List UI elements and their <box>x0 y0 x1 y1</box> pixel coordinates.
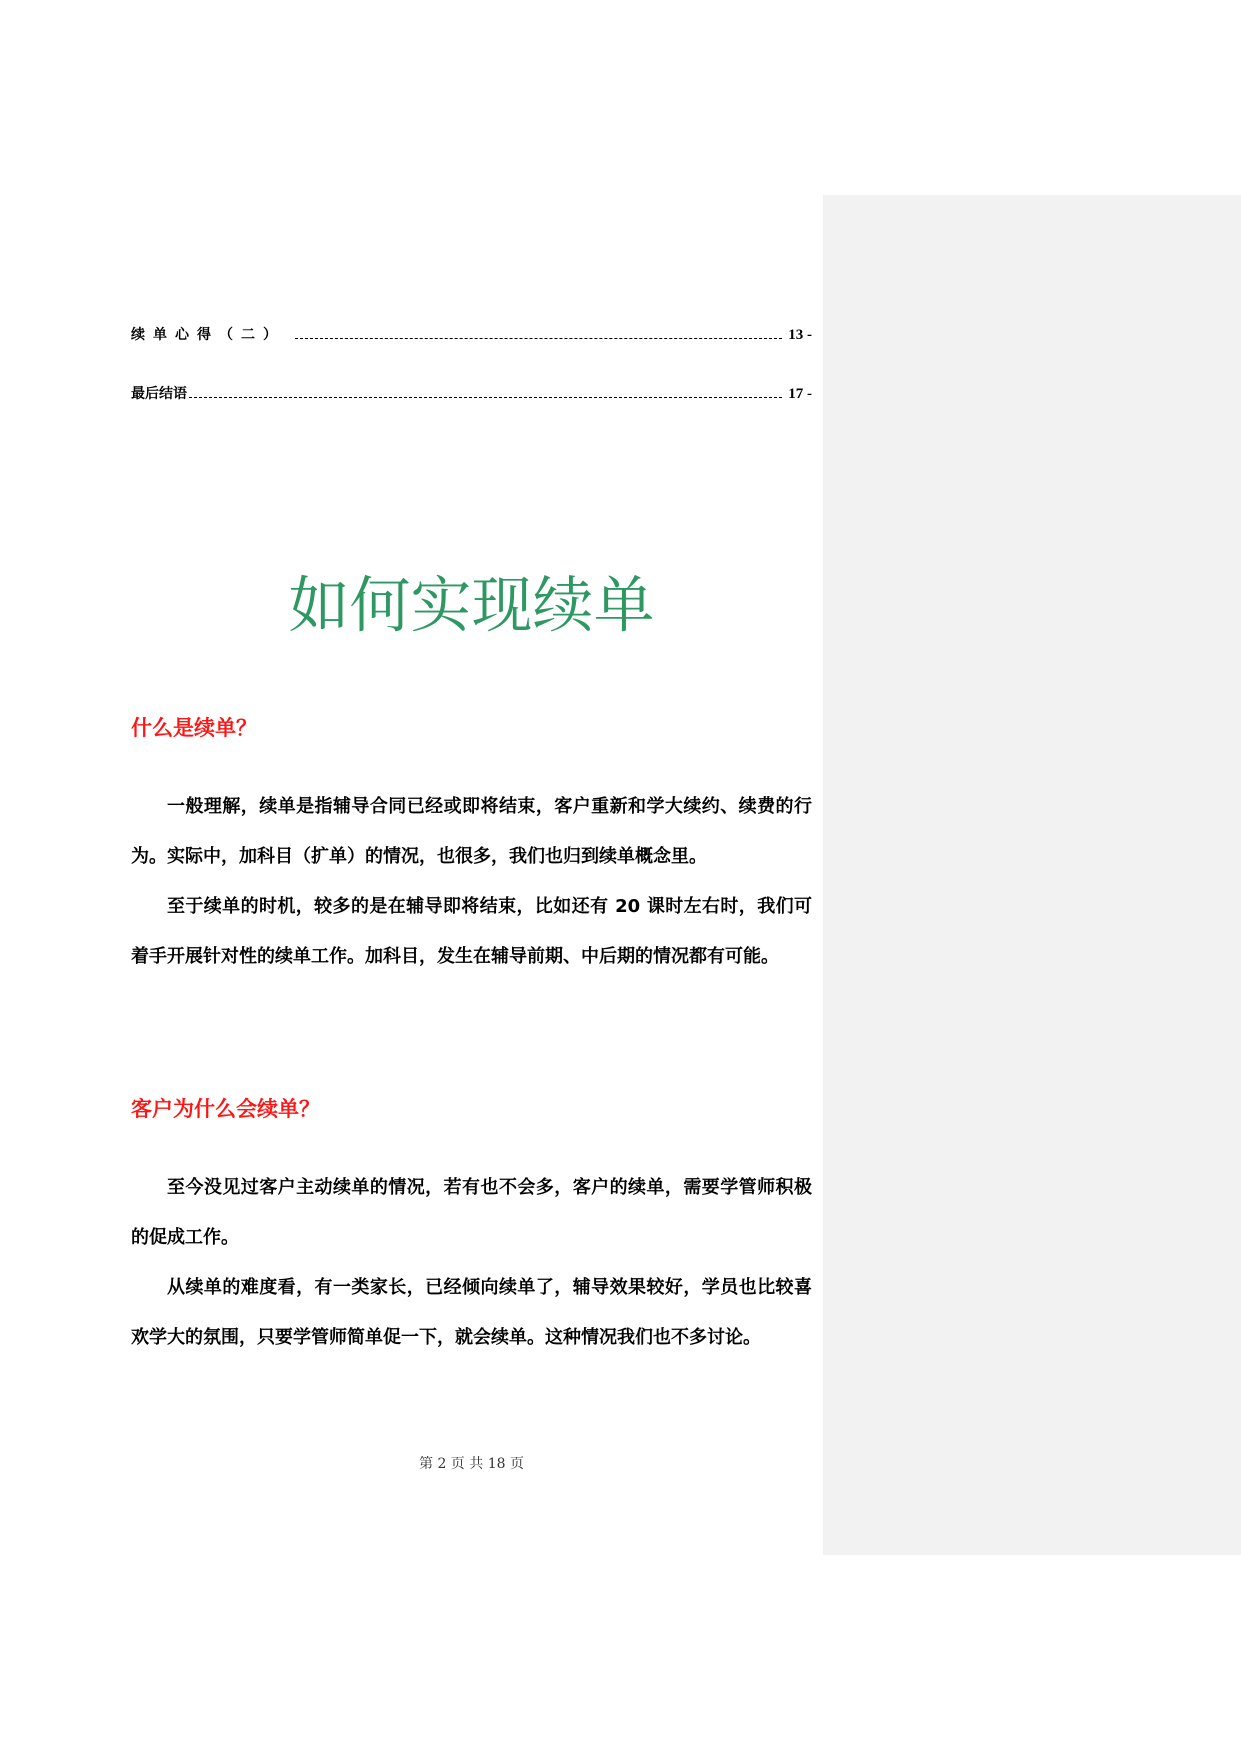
document-title: 如何实现续单 <box>288 569 655 641</box>
toc-leader <box>295 338 782 339</box>
body-paragraph: 从续单的难度看，有一类家长，已经倾向续单了，辅导效果较好，学员也比较喜欢学大的氛围，只要学管师简单促一下，就会续单。这种情况我们也不多讨论。 <box>131 1277 812 1348</box>
page-footer: 第 2 页 共 18 页 <box>419 1456 524 1472</box>
body-paragraph: 至于续单的时机，较多的是在辅导即将结束，比如还有 20 课时左右时，我们可着手开展针对性的续单工作。加科目，发生在辅导前期、中后期的情况都有可能。 <box>131 896 812 967</box>
body-paragraph: 至今没见过客户主动续单的情况，若有也不会多，客户的续单，需要学管师积极的促成工作。 <box>131 1177 812 1248</box>
toc-entry-page: 13 - <box>788 327 812 343</box>
toc-entry-page: 17 - <box>788 386 812 402</box>
toc-leader <box>189 397 782 398</box>
toc-entry[interactable] <box>131 320 812 344</box>
toc-entry-title: 续单心得（二） <box>131 327 285 343</box>
comment-pane <box>823 195 1241 1555</box>
section-heading: 什么是续单？ <box>131 716 257 740</box>
toc-entry-title: 最后结语 <box>131 386 187 402</box>
toc-entry[interactable] <box>131 379 812 403</box>
section-heading: 客户为什么会续单？ <box>131 1097 320 1121</box>
body-paragraph: 一般理解，续单是指辅导合同已经或即将结束，客户重新和学大续约、续费的行为。实际中，加科目（扩单）的情况，也很多，我们也归到续单概念里。 <box>131 796 812 867</box>
